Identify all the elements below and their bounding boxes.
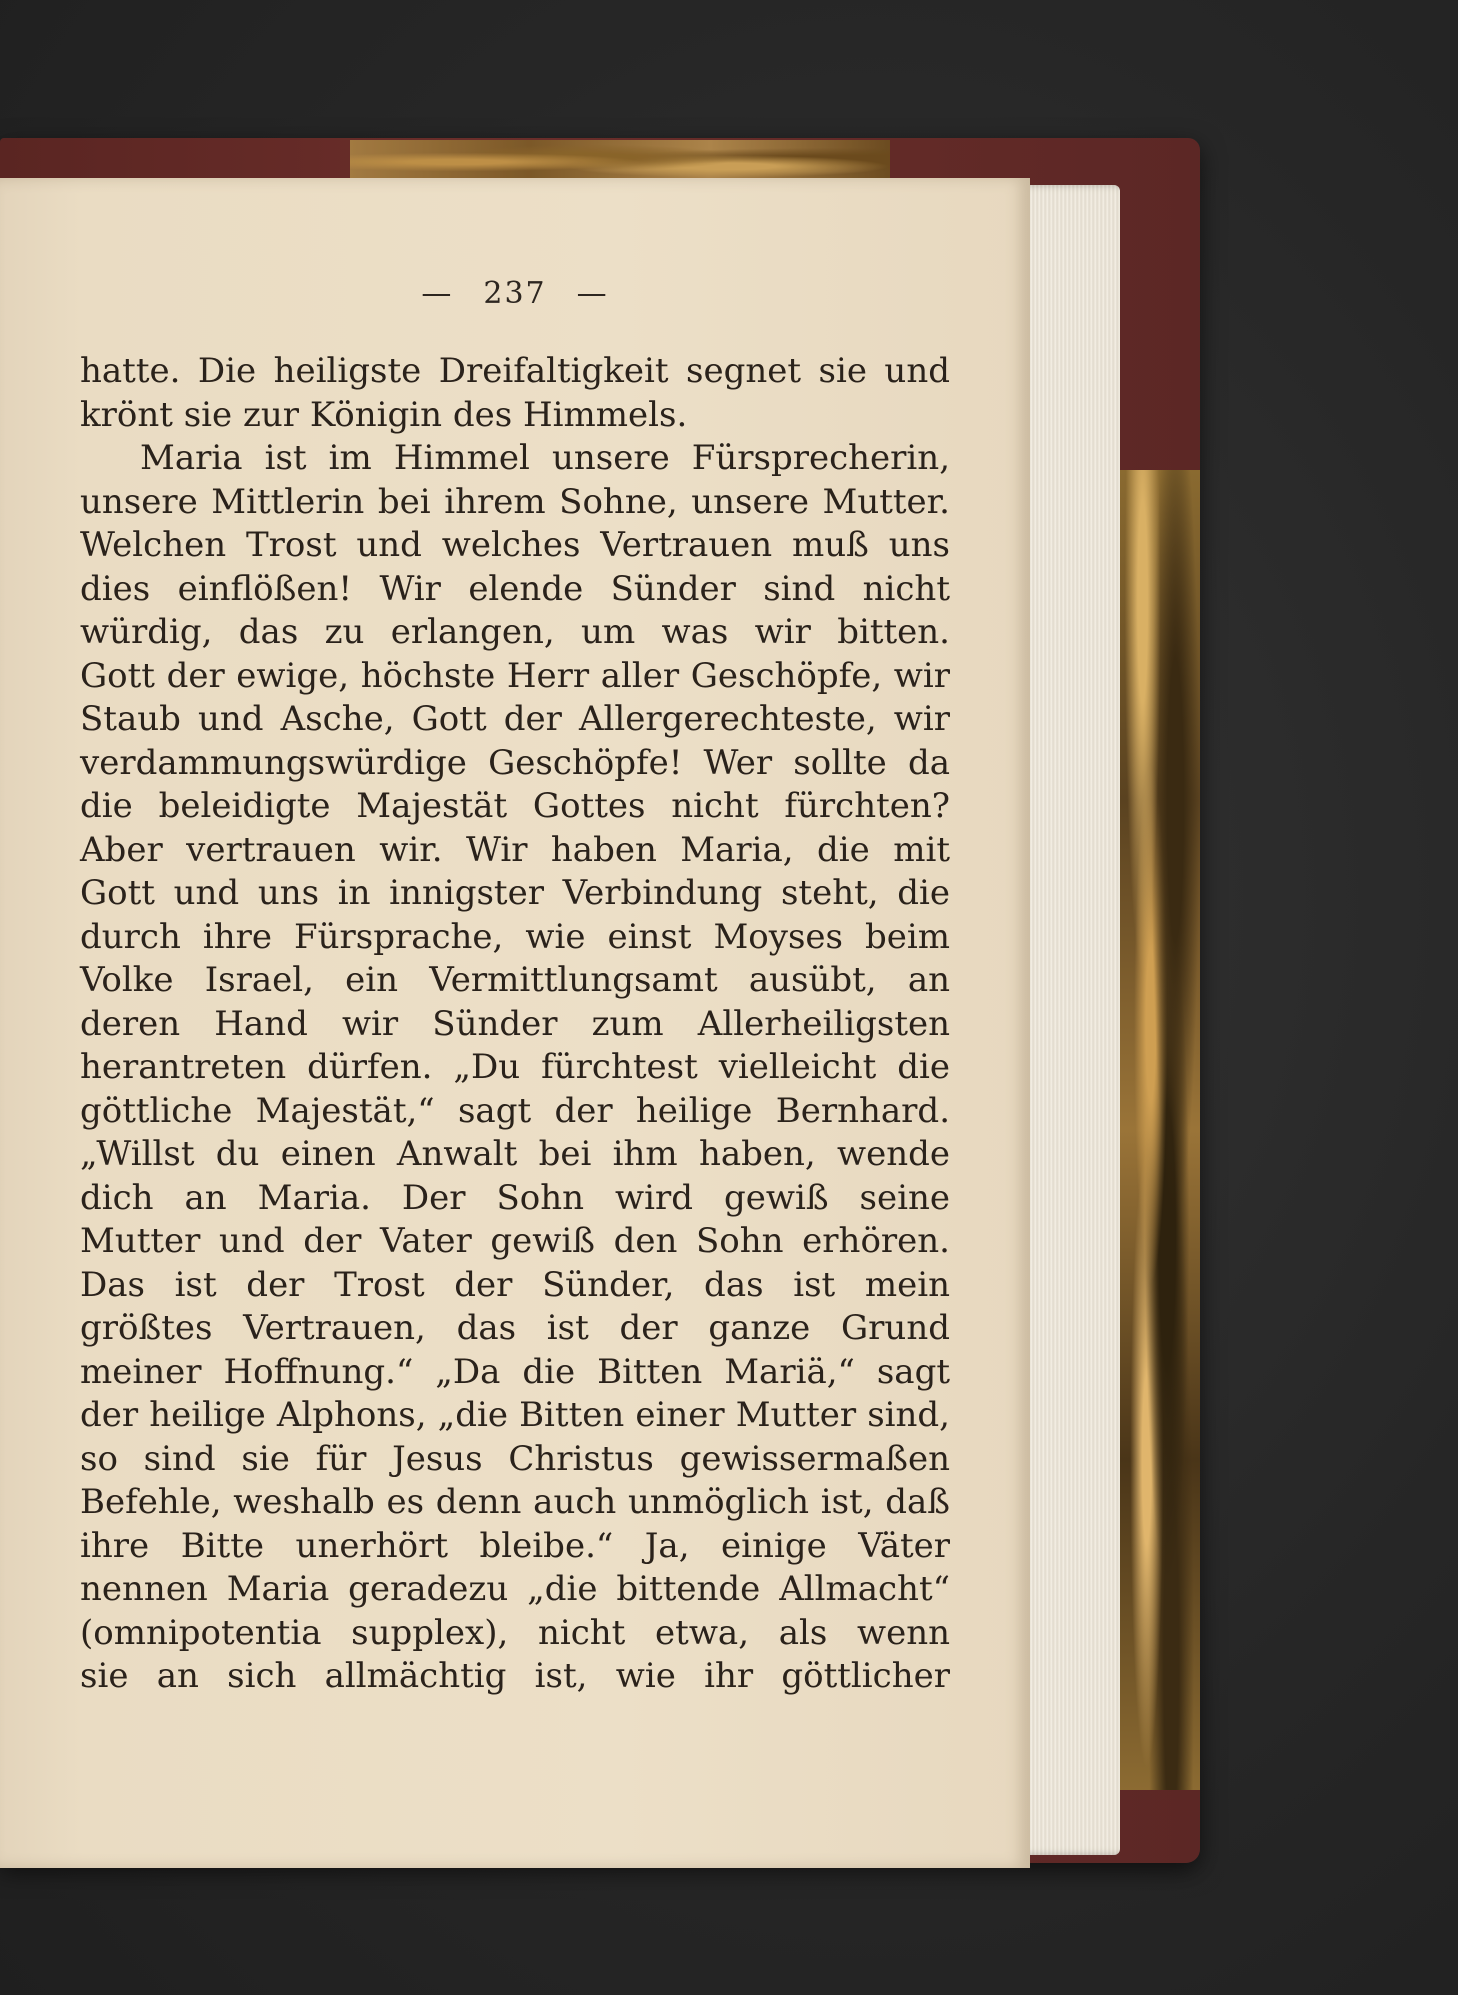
text-line: Welchen Trost und welches Vertrauen muß uns bbox=[80, 525, 950, 565]
header-dash-right: — bbox=[576, 276, 609, 311]
text-line: herantreten dürfen. „Du fürchtest vielleicht die bbox=[80, 1047, 950, 1087]
body-text bbox=[80, 350, 950, 1699]
text-line: die beleidigte Majestät Gottes nicht fürchten? bbox=[80, 786, 950, 826]
book-page bbox=[0, 178, 1030, 1868]
text-line: so sind sie für Jesus Christus gewissermaßen bbox=[80, 1438, 950, 1479]
header-dash-left: — bbox=[421, 276, 454, 311]
text-line: hatte. Die heiligste Dreifaltigkeit segnet sie und bbox=[80, 351, 950, 391]
text-line: ihre Bitte unerhört bleibe.“ Ja, einige Väter bbox=[80, 1525, 950, 1566]
text-line: Gott und uns in innigster Verbindung steht, die bbox=[80, 873, 950, 913]
text-line: „Willst du einen Anwalt bei ihm haben, wende bbox=[80, 1134, 950, 1174]
text-line: Aber vertrauen wir. Wir haben Maria, die mit bbox=[80, 829, 950, 870]
text-line: Das ist der Trost der Sünder, das ist mein bbox=[80, 1264, 950, 1305]
text-line: dich an Maria. Der Sohn wird gewiß seine bbox=[80, 1177, 950, 1218]
text-line: sie an sich allmächtig ist, wie ihr göttlicher bbox=[80, 1656, 950, 1696]
text-line: Befehle, weshalb es denn auch unmöglich ist, daß bbox=[80, 1482, 950, 1522]
text-line: (omnipotentia supplex), nicht etwa, als wenn bbox=[80, 1612, 950, 1653]
text-line: krönt sie zur Königin des Himmels. bbox=[80, 394, 688, 435]
text-line: verdammungswürdige Geschöpfe! Wer sollte da bbox=[80, 742, 950, 783]
text-line: meiner Hoffnung.“ „Da die Bitten Mariä,“ sagt bbox=[80, 1351, 950, 1392]
page-number: 237 bbox=[483, 276, 547, 311]
text-line: dies einflößen! Wir elende Sünder sind nicht bbox=[80, 568, 950, 609]
text-line: deren Hand wir Sünder zum Allerheiligsten bbox=[80, 1003, 950, 1044]
text-line: Maria ist im Himmel unsere Fürsprecherin, bbox=[140, 438, 950, 478]
text-line: der heilige Alphons, „die Bitten einer Mutter sind, bbox=[80, 1395, 950, 1435]
text-line: göttliche Majestät,“ sagt der heilige Bernhard. bbox=[80, 1090, 950, 1131]
text-line: durch ihre Fürsprache, wie einst Moyses beim bbox=[80, 916, 950, 957]
text-line: nennen Maria geradezu „die bittende Allmacht“ bbox=[80, 1569, 950, 1609]
text-line: Gott der ewige, höchste Herr aller Geschöpfe, wir bbox=[80, 655, 950, 696]
text-line: Staub und Asche, Gott der Allergerechteste, wir bbox=[80, 699, 950, 739]
text-line: unsere Mittlerin bei ihrem Sohne, unsere Mutter. bbox=[80, 481, 950, 522]
text-line: Volke Israel, ein Vermittlungsamt ausübt, an bbox=[80, 960, 950, 1000]
text-line: Mutter und der Vater gewiß den Sohn erhören. bbox=[80, 1221, 950, 1261]
text-line: würdig, das zu erlangen, um was wir bitten. bbox=[80, 612, 950, 652]
marbled-endpaper-right bbox=[1118, 470, 1200, 1790]
text-line: größtes Vertrauen, das ist der ganze Grund bbox=[80, 1308, 950, 1348]
page-header bbox=[0, 276, 1030, 311]
